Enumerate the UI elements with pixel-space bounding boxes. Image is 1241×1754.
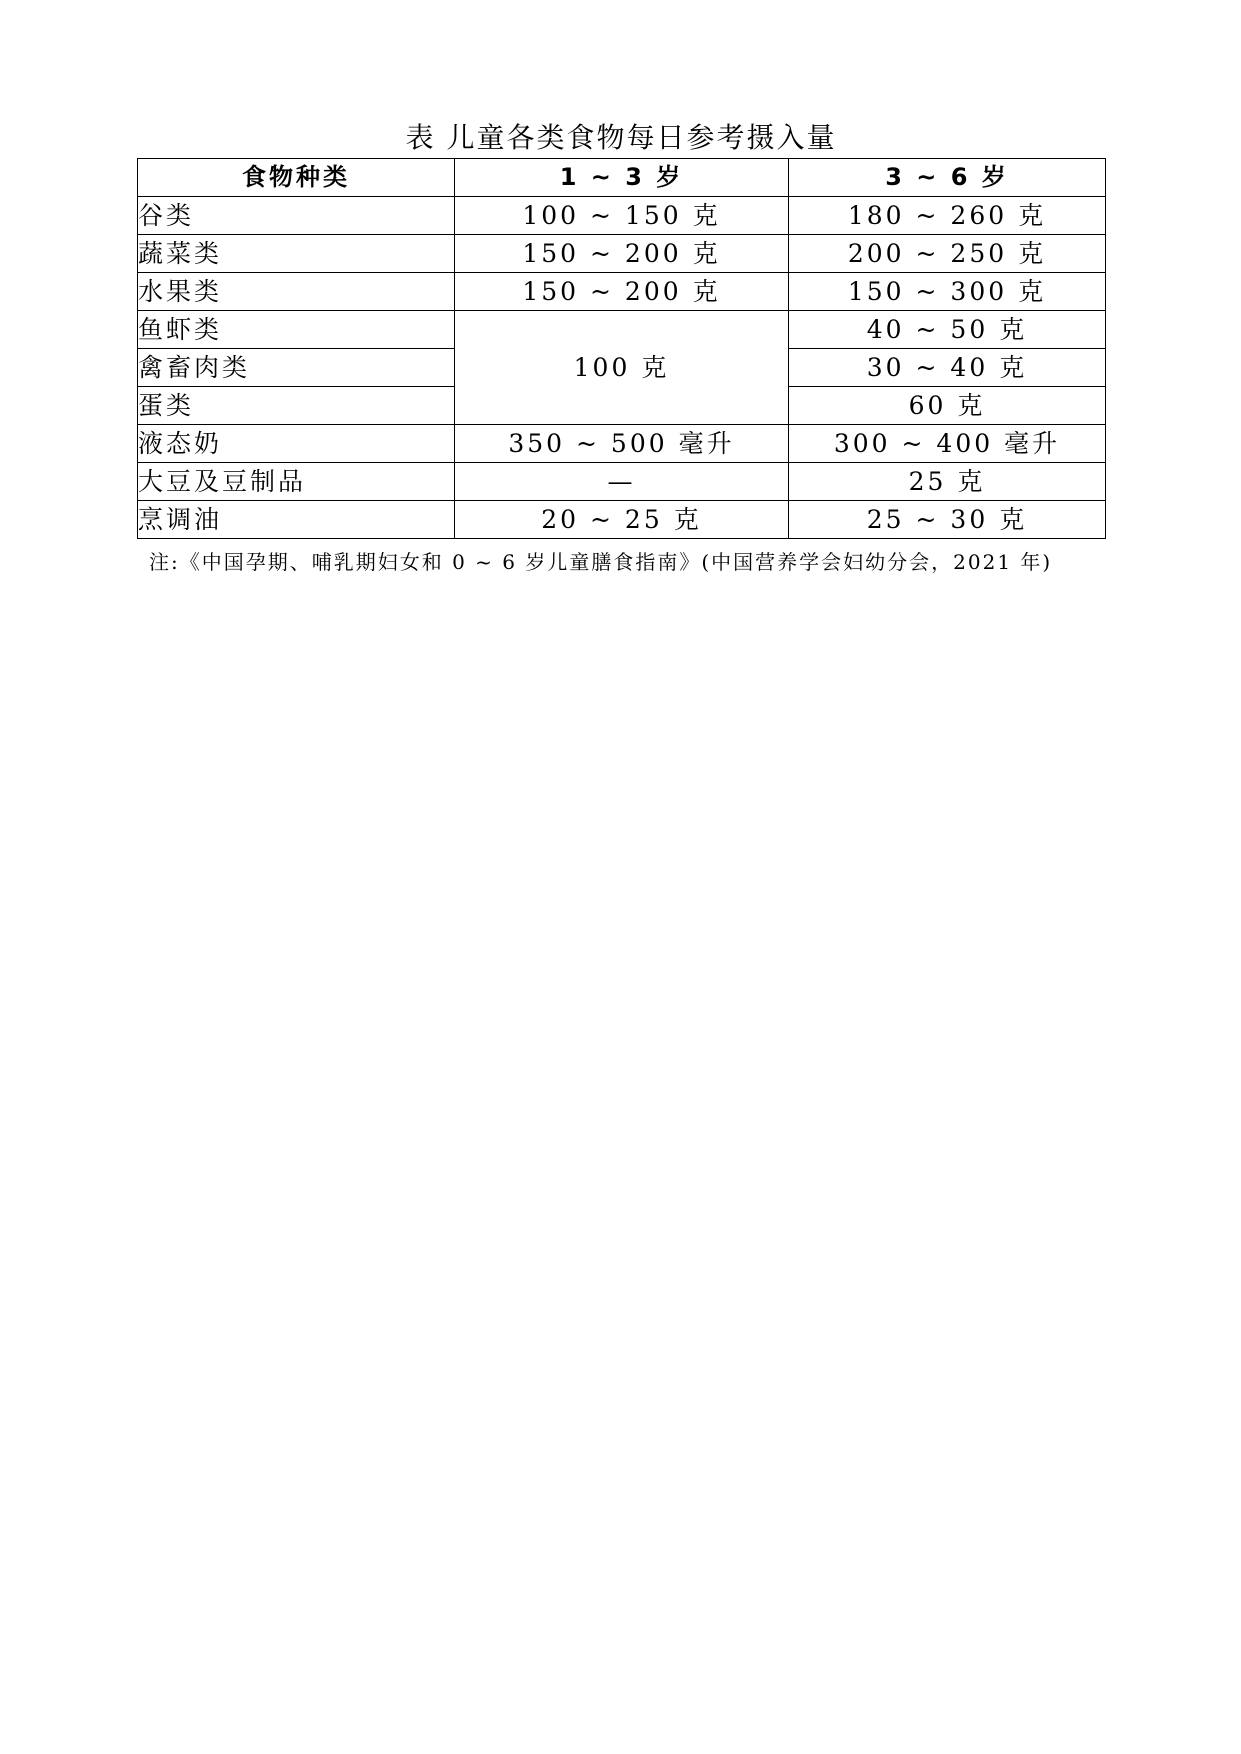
table-row: [138, 197, 1106, 235]
intake-3-6: 60 克: [789, 387, 1106, 425]
intake-3-6: 25 克: [789, 463, 1106, 501]
food-name: 烹调油: [138, 501, 455, 539]
intake-3-6: 180 ~ 260 克: [789, 197, 1106, 235]
table-row: [138, 463, 1106, 501]
table-header-row: [138, 159, 1106, 197]
table-title: 表 儿童各类食物每日参考摄入量: [405, 121, 837, 154]
header-age-3-6: 3 ~ 6 岁: [789, 159, 1106, 197]
food-name: 蛋类: [138, 387, 455, 425]
table-row: [138, 311, 1106, 349]
intake-1-3: 150 ~ 200 克: [455, 235, 789, 273]
food-name: 大豆及豆制品: [138, 463, 455, 501]
food-name: 蔬菜类: [138, 235, 455, 273]
intake-1-3: 150 ~ 200 克: [455, 273, 789, 311]
intake-1-3: —: [455, 463, 789, 501]
intake-3-6: 300 ~ 400 毫升: [789, 425, 1106, 463]
food-name: 谷类: [138, 197, 455, 235]
document-page: [137, 118, 1105, 579]
food-name: 水果类: [138, 273, 455, 311]
intake-3-6: 25 ~ 30 克: [789, 501, 1106, 539]
food-name: 鱼虾类: [138, 311, 455, 349]
intake-1-3: 350 ~ 500 毫升: [455, 425, 789, 463]
intake-3-6: 30 ~ 40 克: [789, 349, 1106, 387]
intake-3-6: 200 ~ 250 克: [789, 235, 1106, 273]
intake-1-3: 100 ~ 150 克: [455, 197, 789, 235]
intake-3-6: 150 ~ 300 克: [789, 273, 1106, 311]
table-footnote: 注:《中国孕期、哺乳期妇女和 0 ~ 6 岁儿童膳食指南》(中国营养学会妇幼分会，2021 年): [149, 550, 1053, 574]
intake-3-6: 40 ~ 50 克: [789, 311, 1106, 349]
food-name: 液态奶: [138, 425, 455, 463]
header-food-type: 食物种类: [138, 159, 455, 197]
intake-table: [137, 158, 1106, 539]
intake-1-3-merged: 100 克: [455, 311, 789, 425]
food-name: 禽畜肉类: [138, 349, 455, 387]
header-age-1-3: 1 ~ 3 岁: [455, 159, 789, 197]
table-row: [138, 235, 1106, 273]
table-row: [138, 273, 1106, 311]
table-row: [138, 501, 1106, 539]
table-row: [138, 425, 1106, 463]
intake-1-3: 20 ~ 25 克: [455, 501, 789, 539]
